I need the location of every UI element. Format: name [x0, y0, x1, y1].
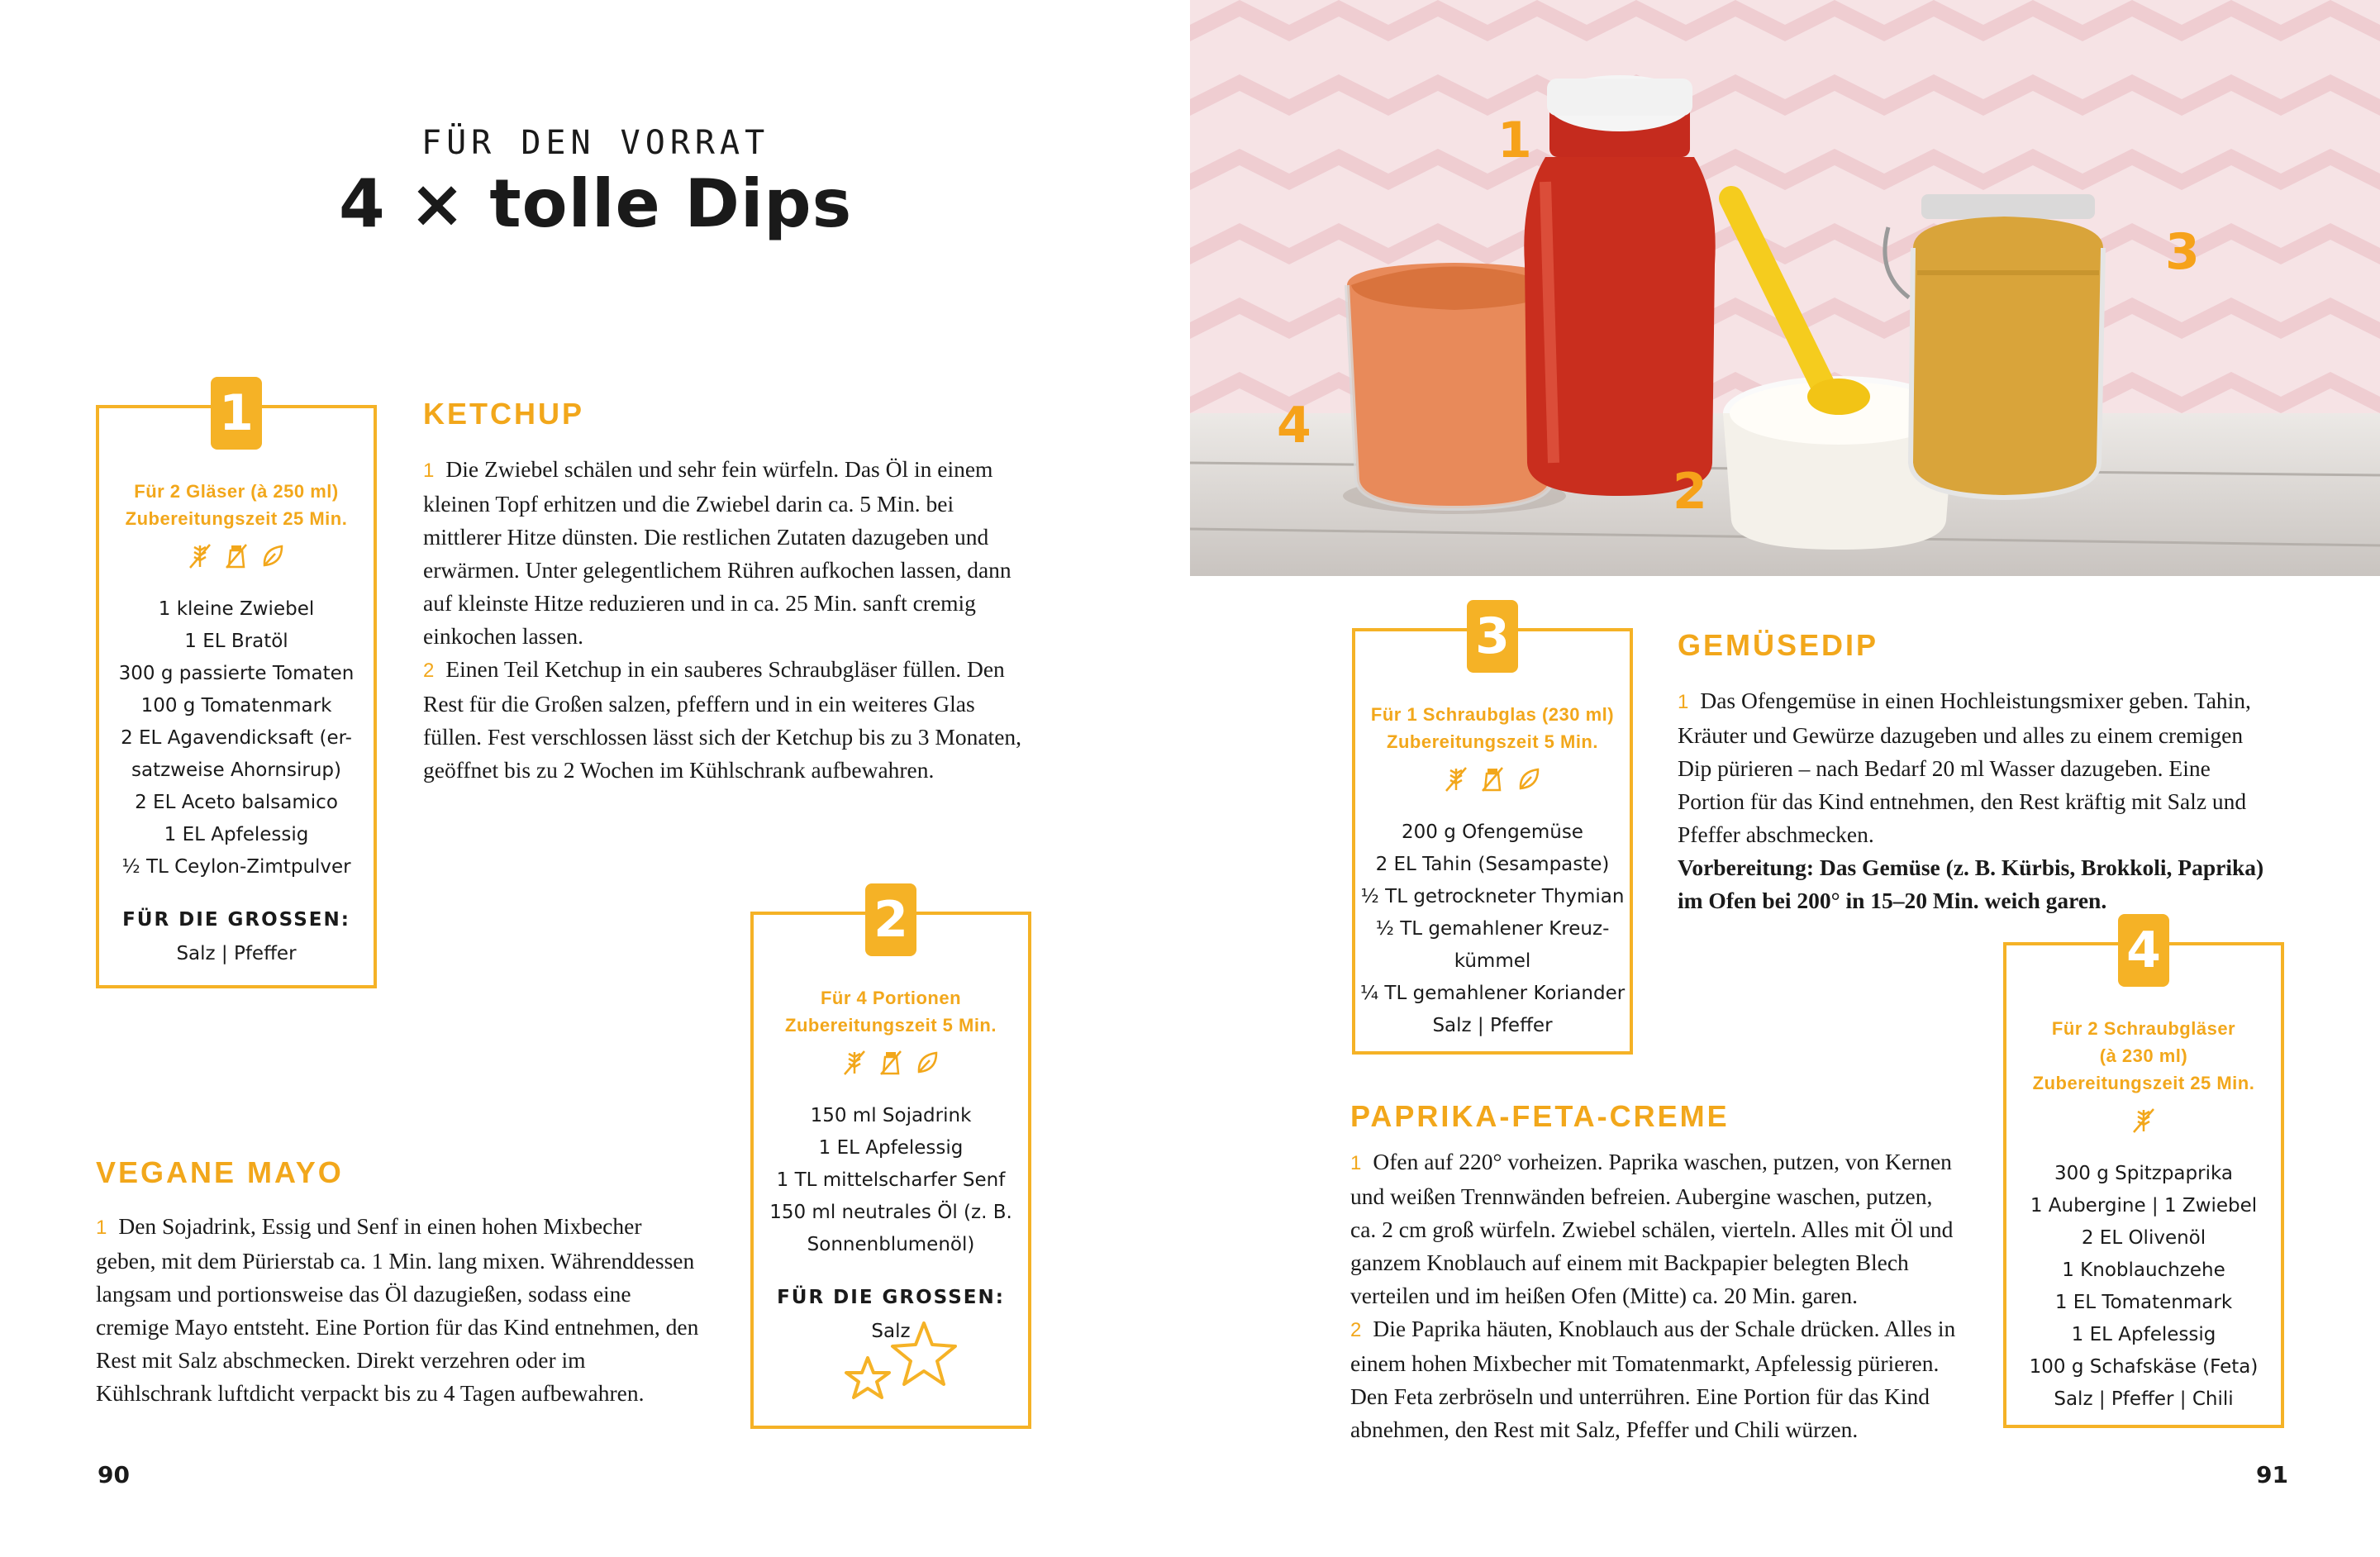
- ingredient-item: ½ TL getrockneter Thymian: [1360, 886, 1625, 907]
- yield-text: Für 1 Schraubglas (230 ml): [1370, 704, 1615, 725]
- ingredient-list: [2006, 1158, 2281, 1416]
- page-kicker: FÜR DEN VORRAT: [421, 124, 770, 162]
- step-number: 1: [423, 459, 435, 482]
- yield-text: Für 4 Portionen: [820, 988, 962, 1008]
- ingredient-item: 150 ml neutrales Öl (z. B.: [769, 1202, 1012, 1223]
- ingredient-item: 300 g Spitzpaprika: [2054, 1163, 2233, 1184]
- ingredient-item: 2 EL Aceto balsamico: [135, 792, 338, 813]
- ingredient-item: ½ TL Ceylon-Zimtpulver: [121, 856, 351, 878]
- vegan-leaf-icon: [915, 1049, 940, 1077]
- step-number: 1: [1678, 691, 1689, 713]
- step-text: Einen Teil Ketchup in ein sauberes Schraubgläser füllen. Den Rest für die Großen salzen, pfeffern und in ein weiteres Glas füllen. Fest verschlossen lässt sich der Ketchup bis zu 3 Monaten, geöffnet bis zu 2 Wochen im Kühlschrank aufbewahren.: [423, 656, 1022, 783]
- ingredient-item: 1 EL Apfelessig: [164, 824, 309, 845]
- vegan-leaf-icon: [260, 542, 285, 570]
- grain-free-icon: [2131, 1107, 2156, 1135]
- step-number: 2: [423, 659, 435, 682]
- mayo-instructions: [96, 1210, 699, 1410]
- adults-seasoning: Salz | Pfeffer: [176, 943, 297, 964]
- ingredient-item: ¼ TL gemahlener Koriander: [1359, 983, 1626, 1004]
- step-number: 1: [1350, 1152, 1362, 1174]
- dairy-free-icon: [878, 1049, 903, 1077]
- ingredient-item: ½ TL gemahlener Kreuz-: [1375, 918, 1610, 940]
- ingredient-list: [1355, 817, 1630, 1042]
- page-number-right: 91: [2256, 1461, 2288, 1488]
- ingredient-item: 200 g Ofengemüse: [1402, 821, 1583, 843]
- paprika-heading: PAPRIKA-FETA-CREME: [1350, 1099, 1730, 1133]
- ingredient-list: [754, 1100, 1028, 1261]
- prep-time-text: Zubereitungszeit 5 Min.: [1387, 731, 1598, 752]
- diet-icons: [2006, 1107, 2281, 1140]
- grain-free-icon: [188, 542, 212, 570]
- prep-time-text: Zubereitungszeit 25 Min.: [2032, 1073, 2255, 1093]
- page-number-left: 90: [98, 1461, 130, 1488]
- ingredient-list: [99, 593, 374, 883]
- yield-text: (à 230 ml): [2099, 1045, 2188, 1066]
- diet-icons: [1355, 765, 1630, 798]
- dairy-free-icon: [224, 542, 249, 570]
- adults-heading: FÜR DIE GROSSEN:: [122, 909, 350, 931]
- photo-label-2: 2: [1673, 463, 1707, 521]
- jars-photo-illustration: [1190, 0, 2380, 576]
- step-text: Das Ofengemüse in einen Hochleistungsmixer geben. Tahin, Kräuter und Gewürze dazugeben und alles zu einem cremigen Dip pürieren – nach Bedarf 20 ml Wasser dazugeben. Eine Portion für das Kind entnehmen, den Rest kräftig mit Salz und Pfeffer abschmecken.: [1678, 688, 2251, 847]
- ketchup-heading: KETCHUP: [423, 397, 585, 431]
- dairy-free-icon: [1480, 765, 1505, 793]
- ingredient-item: 1 TL mittelscharfer Senf: [776, 1169, 1006, 1191]
- ingredient-item: 1 Aubergine | 1 Zwiebel: [2030, 1195, 2258, 1217]
- ingredient-item: 300 g passierte Tomaten: [118, 663, 355, 684]
- ingredient-item: 1 kleine Zwiebel: [158, 598, 315, 620]
- ingredient-item: 1 EL Apfelessig: [2071, 1324, 2216, 1345]
- ingredient-item: 2 EL Olivenöl: [2081, 1227, 2206, 1249]
- ingredient-item: 2 EL Agavendicksaft (er-: [121, 727, 352, 749]
- ingredient-item: kümmel: [1454, 950, 1531, 972]
- prep-time-text: Zubereitungszeit 5 Min.: [785, 1015, 997, 1036]
- ingredient-item: 1 EL Tomatenmark: [2054, 1292, 2233, 1313]
- grain-free-icon: [1444, 765, 1468, 793]
- page-title: 4 × tolle Dips: [339, 165, 853, 242]
- adults-seasoning: Salz: [871, 1321, 911, 1342]
- ingredient-item: 1 Knoblauchzehe: [2062, 1259, 2225, 1281]
- recipe-number-badge: 3: [1467, 600, 1518, 673]
- gemuesedip-instructions: [1678, 684, 2273, 917]
- photo-label-4: 4: [1277, 397, 1311, 455]
- star-decoration-icon: [843, 1317, 959, 1407]
- ingredient-item: 2 EL Tahin (Sesampaste): [1375, 854, 1610, 875]
- ingredient-item: 1 EL Apfelessig: [818, 1137, 964, 1159]
- step-text: Die Paprika häuten, Knoblauch aus der Schale drücken. Alles in einem hohen Mixbecher mit Tomatenmarkt, Apfelessig pürieren. Den Feta zerbröseln und unterrühren. Eine Portion für das Kind abnehmen, den Rest mit Salz, Pfeffer und Chili würzen.: [1350, 1316, 1956, 1442]
- prep-time-text: Zubereitungszeit 25 Min.: [125, 508, 348, 529]
- ingredient-box-ketchup: [96, 384, 377, 988]
- step-text: Ofen auf 220° vorheizen. Paprika waschen, putzen, von Kernen und weißen Trennwänden befreien. Aubergine waschen, putzen, ca. 2 cm groß würfeln. Zwiebel schälen, vierteln. Alles mit Öl und ganzem Knoblauch auf einem mit Backpapier belegten Blech verteilen und im heißen Ofen (Mitte) ca. 20 Min. garen.: [1350, 1149, 1954, 1308]
- ingredient-item: Sonnenblumenöl): [807, 1234, 975, 1255]
- ketchup-instructions: [423, 453, 1035, 787]
- grain-free-icon: [842, 1049, 867, 1077]
- adults-heading: FÜR DIE GROSSEN:: [777, 1287, 1005, 1308]
- ingredient-item: 100 g Schafskäse (Feta): [2029, 1356, 2259, 1378]
- yield-text: Für 2 Schraubgläser: [2051, 1018, 2236, 1039]
- step-text: Die Zwiebel schälen und sehr fein würfeln. Das Öl in einem kleinen Topf erhitzen und die Zwiebel darin ca. 5 Min. bei mittlerer Hitze dünsten. Die restlichen Zutaten dazugeben und erwärmen. Unter gelegentlichem Rühren aufkochen lassen, dann auf kleinste Hitze reduzieren und in ca. 25 Min. sanft cremig einkochen lassen.: [423, 456, 1011, 649]
- diet-icons: [99, 542, 374, 575]
- photo-label-1: 1: [1497, 112, 1532, 169]
- ingredient-item: 1 EL Bratöl: [184, 631, 288, 652]
- step-number: 2: [1350, 1319, 1362, 1341]
- paprika-instructions: [1350, 1145, 1962, 1446]
- ingredient-item: 150 ml Sojadrink: [810, 1105, 972, 1126]
- ingredient-item: Salz | Pfeffer: [1432, 1015, 1553, 1036]
- ingredient-box-paprika: [2003, 921, 2284, 1428]
- vegan-leaf-icon: [1516, 765, 1541, 793]
- yield-text: Für 2 Gläser (à 250 ml): [134, 481, 339, 502]
- photo-label-3: 3: [2165, 223, 2200, 281]
- ingredient-item: 100 g Tomatenmark: [140, 695, 332, 717]
- ingredient-box-mayo: [750, 891, 1031, 1429]
- recipe-number-badge: 2: [865, 883, 916, 956]
- ingredient-item: Salz | Pfeffer | Chili: [2054, 1388, 2234, 1410]
- step-number: 1: [96, 1217, 107, 1239]
- recipe-photo: [1190, 0, 2380, 576]
- recipe-number-badge: 4: [2118, 914, 2169, 987]
- preparation-note: Vorbereitung: Das Gemüse (z. B. Kürbis, Brokkoli, Paprika) im Ofen bei 200° in 15–20 Min. weich garen.: [1678, 855, 2264, 913]
- ingredient-box-gemuesedip: [1352, 607, 1633, 1055]
- ingredient-item: satzweise Ahornsirup): [131, 759, 341, 781]
- recipe-number-badge: 1: [211, 377, 262, 450]
- mayo-heading: VEGANE MAYO: [96, 1155, 344, 1189]
- gemuesedip-heading: GEMÜSEDIP: [1678, 628, 1879, 662]
- diet-icons: [754, 1049, 1028, 1082]
- step-text: Den Sojadrink, Essig und Senf in einen hohen Mixbecher geben, mit dem Pürierstab ca. 1 Min. lang mixen. Währenddessen langsam und portionsweise das Öl dazugießen, sodass eine cremige Mayo entsteht. Eine Portion für das Kind entnehmen, den Rest mit Salz abschmecken. Direkt verzehren oder im Kühlschrank luftdicht verpackt bis zu 4 Tagen aufbewahren.: [96, 1213, 699, 1406]
